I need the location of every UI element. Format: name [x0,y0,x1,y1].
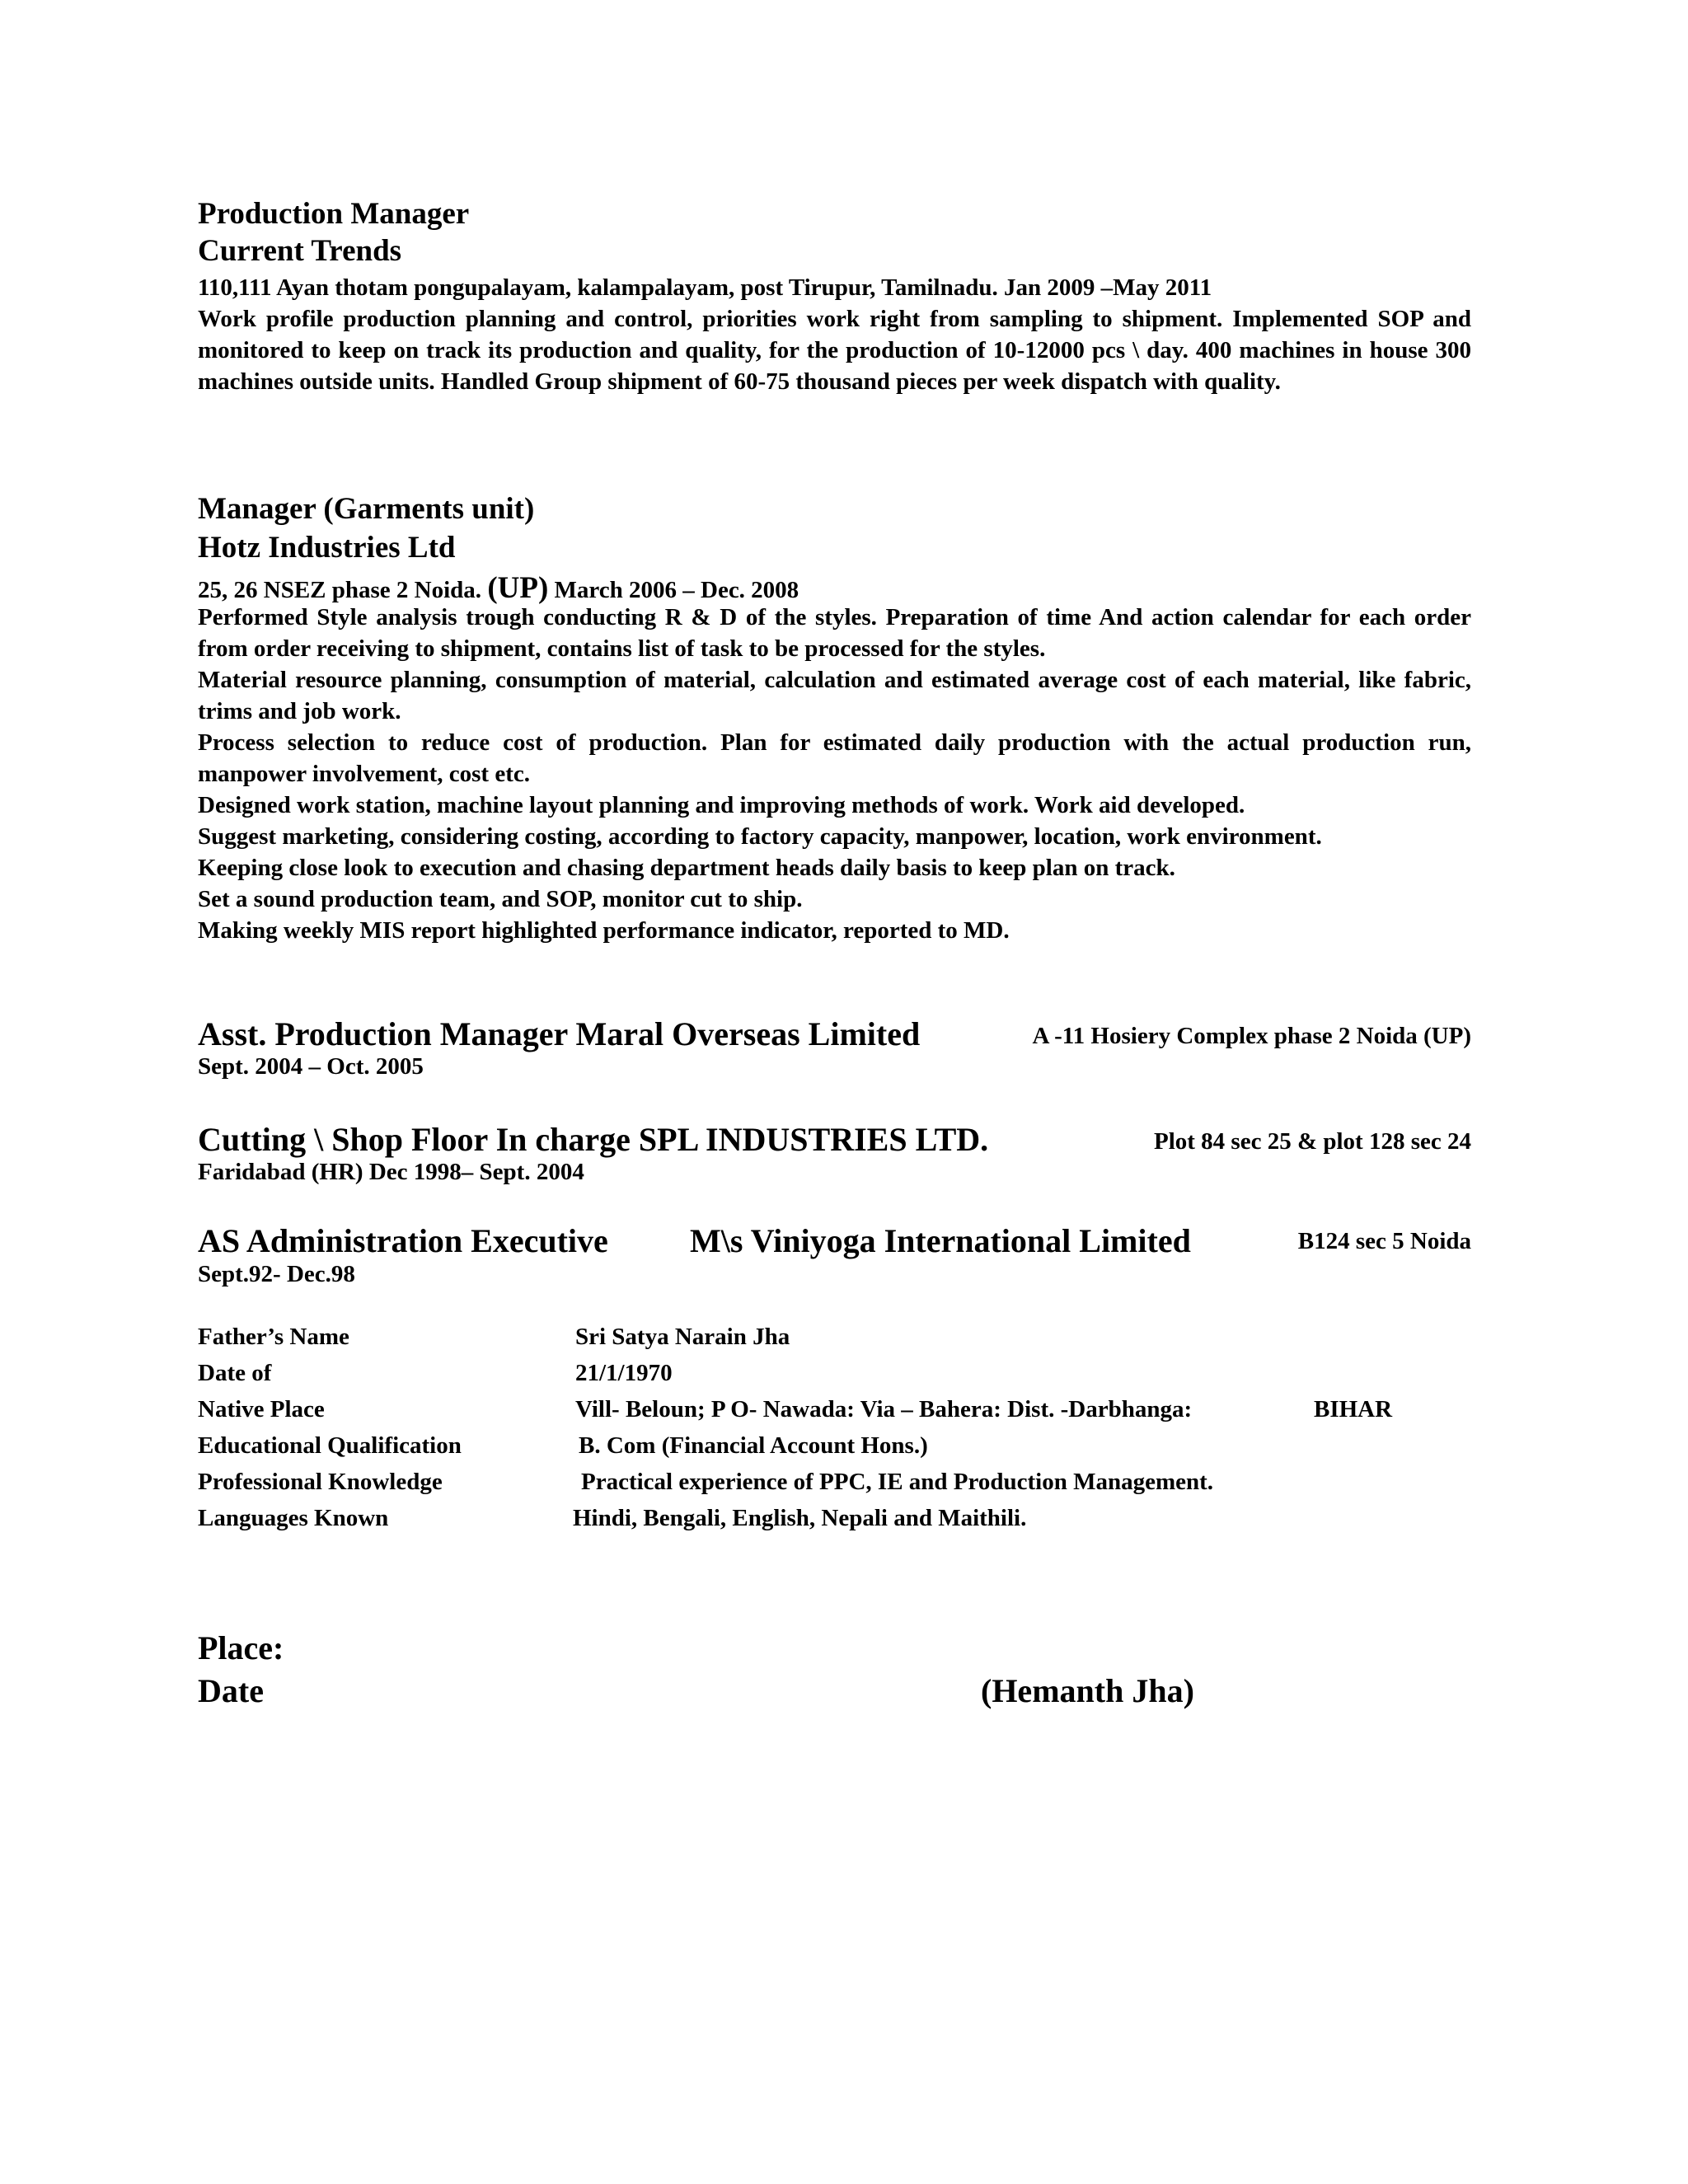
personal-label-fathers-name: Father’s Name [198,1324,349,1350]
job5-address: B124 sec 5 Noida [1297,1228,1471,1254]
personal-value-native-place: Vill- Beloun; P O- Nawada: Via – Bahera: Dist. -Darbhanga: [575,1396,1193,1422]
personal-label-date-of-birth: Date of [198,1360,272,1386]
personal-value-fathers-name: Sri Satya Narain Jha [575,1324,790,1350]
personal-value-date-of-birth: 21/1/1970 [575,1360,673,1386]
job3-address: A -11 Hosiery Complex phase 2 Noida (UP) [1032,1023,1471,1049]
job2-state: (UP) [487,571,549,605]
personal-label-professional-knowledge: Professional Knowledge [198,1469,443,1495]
date-label: Date [198,1672,264,1709]
job5-dates: Sept.92- Dec.98 [198,1261,355,1287]
job2-description [198,602,1471,946]
job2-company: Hotz Industries Ltd [198,531,456,565]
job4-location-dates: Faridabad (HR) Dec 1998– Sept. 2004 [198,1159,584,1185]
job1-description [198,303,1471,397]
job2-paragraph: Keeping close look to execution and chasing department heads daily basis to keep plan on track. [198,855,1175,881]
job1-company: Current Trends [198,234,402,268]
personal-value-education: B. Com (Financial Account Hons.) [579,1432,928,1459]
job2-dates: March 2006 – Dec. 2008 [554,577,799,603]
job2-paragraph: Making weekly MIS report highlighted performance indicator, reported to MD. [198,917,1010,944]
job2-paragraph: Material resource planning, consumption of material, calculation and estimated average cost of each material, like fabric, trims and job work. [198,667,1471,724]
job3-header [198,1015,1471,1053]
job2-address: 25, 26 NSEZ phase 2 Noida. [198,577,482,603]
job5-company: M\s Viniyoga International Limited [690,1222,1191,1259]
job1-address-dates: 110,111 Ayan thotam pongupalayam, kalampalayam, post Tirupur, Tamilnadu. Jan 2009 –May 2011 [198,274,1212,301]
personal-value-languages: Hindi, Bengali, English, Nepali and Maithili. [573,1505,1027,1531]
job2-paragraph: Performed Style analysis trough conducting R & D of the styles. Preparation of time And action calendar for each order from order receiving to shipment, contains list of task to be processed for the styles. [198,604,1471,662]
job2-title: Manager (Garments unit) [198,492,535,526]
job4-header [198,1120,1471,1159]
job4-address: Plot 84 sec 25 & plot 128 sec 24 [1154,1128,1471,1155]
place-label: Place: [198,1629,284,1666]
job3-dates: Sept. 2004 – Oct. 2005 [198,1053,424,1080]
signatory-name: (Hemanth Jha) [981,1672,1194,1709]
personal-label-native-place: Native Place [198,1396,325,1422]
job1-title: Production Manager [198,197,470,231]
personal-value-native-state: BIHAR [1314,1396,1393,1422]
job4-title: Cutting \ Shop Floor In charge SPL INDUSTRIES LTD. [198,1121,989,1158]
personal-label-languages: Languages Known [198,1505,389,1531]
job2-paragraph: Designed work station, machine layout planning and improving methods of work. Work aid developed. [198,792,1245,818]
personal-value-professional-knowledge: Practical experience of PPC, IE and Production Management. [581,1469,1214,1495]
job3-title: Asst. Production Manager Maral Overseas Limited [198,1015,921,1052]
job2-address-dates [198,570,799,606]
job5-title: AS Administration Executive [198,1222,608,1259]
job1-description-text: Work profile production planning and control, priorities work right from sampling to shipment. Implemented SOP and monitored to keep on track its production and quality, for the production of 10-12000 pcs \ day. 400 machines in house 300 machines outside units. Handled Group shipment of 60-75 thousand pieces per week dispatch with quality. [198,306,1471,395]
job2-paragraph: Process selection to reduce cost of production. Plan for estimated daily production with the actual production run, manpower involvement, cost etc. [198,729,1471,787]
job2-paragraph: Set a sound production team, and SOP, monitor cut to ship. [198,886,803,912]
job2-paragraph: Suggest marketing, considering costing, according to factory capacity, manpower, location, work environment. [198,823,1322,850]
personal-label-education: Educational Qualification [198,1432,462,1459]
